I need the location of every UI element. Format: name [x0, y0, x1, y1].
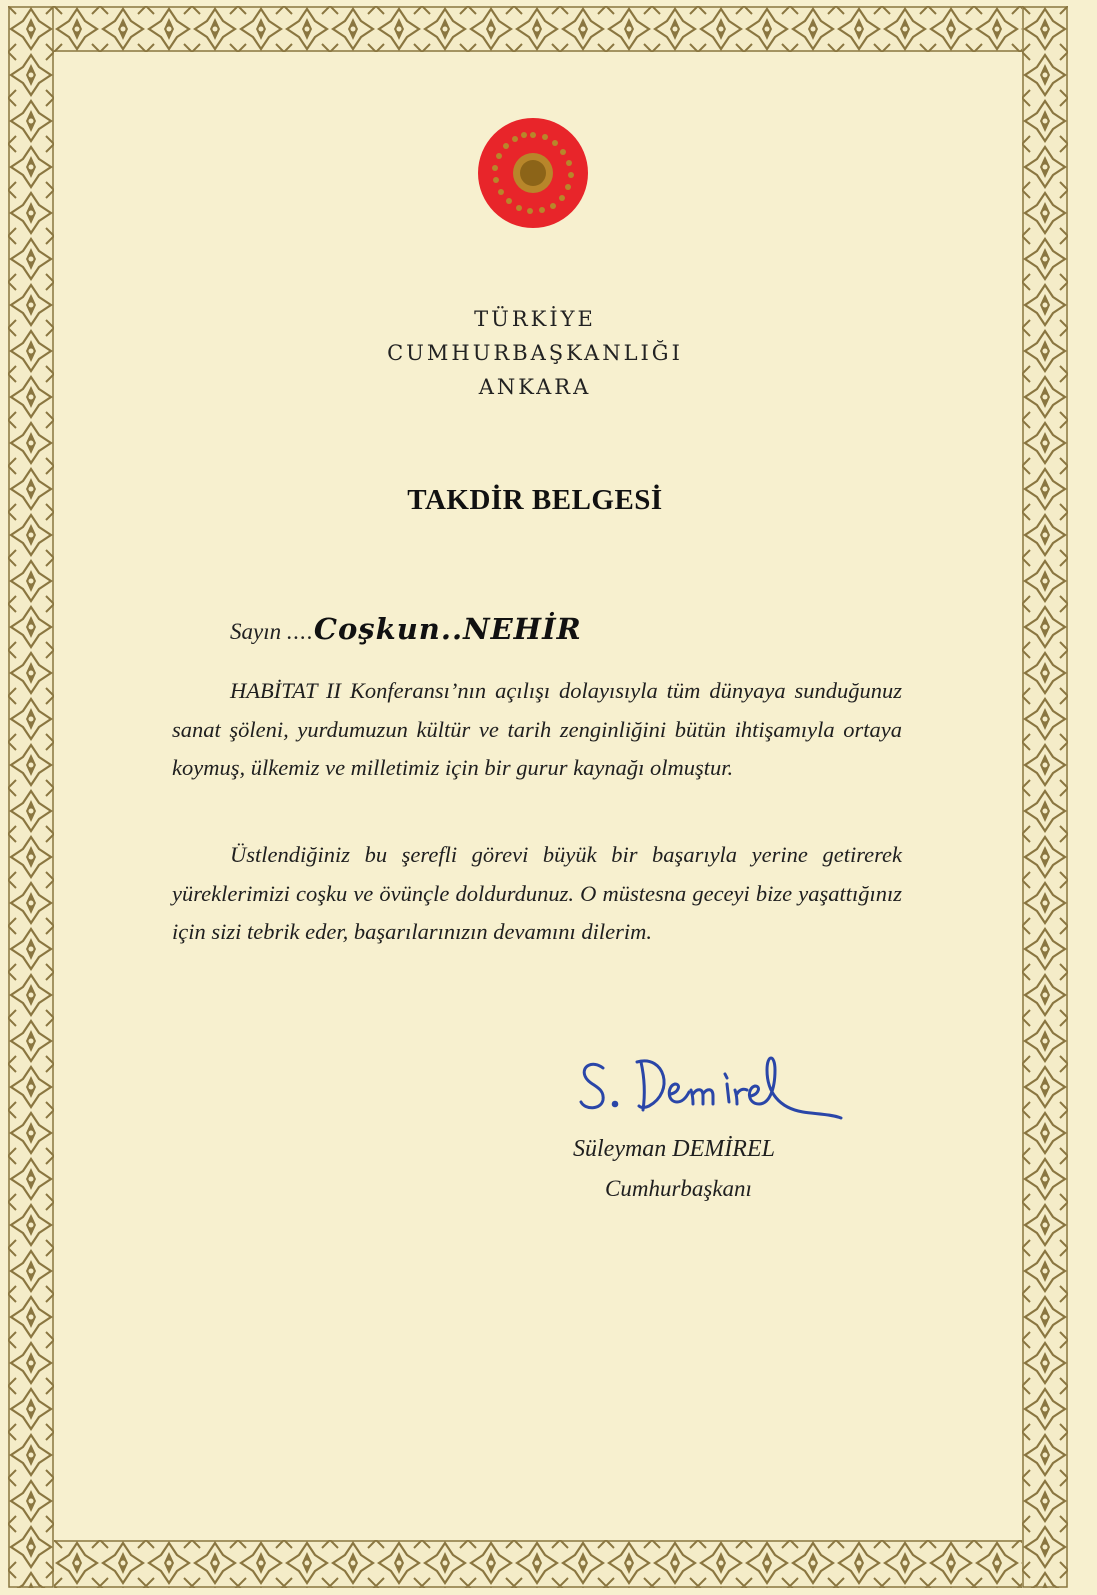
salutation [230, 612, 582, 646]
handwritten-signature [575, 1040, 855, 1130]
body-paragraph-2: Üstlendiğiniz bu şerefli görevi büyük bir başarıyla yerine getirerek yüreklerimizi coşku ve övünçle doldurdunuz. O müstesna geceyi bize yaşattığınız için sizi tebrik eder, başarılarınızın devamını dilerim. [172, 842, 902, 944]
signer-title: Cumhurbaşkanı [605, 1176, 752, 1201]
ornamental-border-left [8, 6, 54, 1588]
ornamental-border-bottom [8, 1540, 1068, 1588]
signer-name: Süleyman DEMİREL [573, 1136, 775, 1162]
salutation-dots: .... [286, 619, 314, 644]
document-title: TAKDİR BELGESİ [407, 484, 663, 516]
ornamental-border-right [1022, 6, 1068, 1588]
header-office: CUMHURBAŞKANLIĞI [387, 341, 683, 365]
body-paragraph-1: HABİTAT II Konferansı’nın açılışı dolayısıyla tüm dünyaya sunduğunuz sanat şöleni, yurdumuzun kültür ve tarih zenginliğini bütün ihtişamıyla ortaya koymuş, ülkemiz ve milletimiz için bir gurur kaynağı olmuştur. [172, 678, 902, 780]
presidential-seal-icon [477, 117, 589, 229]
header-country: TÜRKİYE [474, 307, 596, 331]
ornamental-border-top [8, 6, 1068, 52]
header-city: ANKARA [478, 375, 592, 399]
recipient-name: Coşkun..NEHİR [313, 612, 582, 646]
salutation-prefix: Sayın [230, 619, 282, 644]
